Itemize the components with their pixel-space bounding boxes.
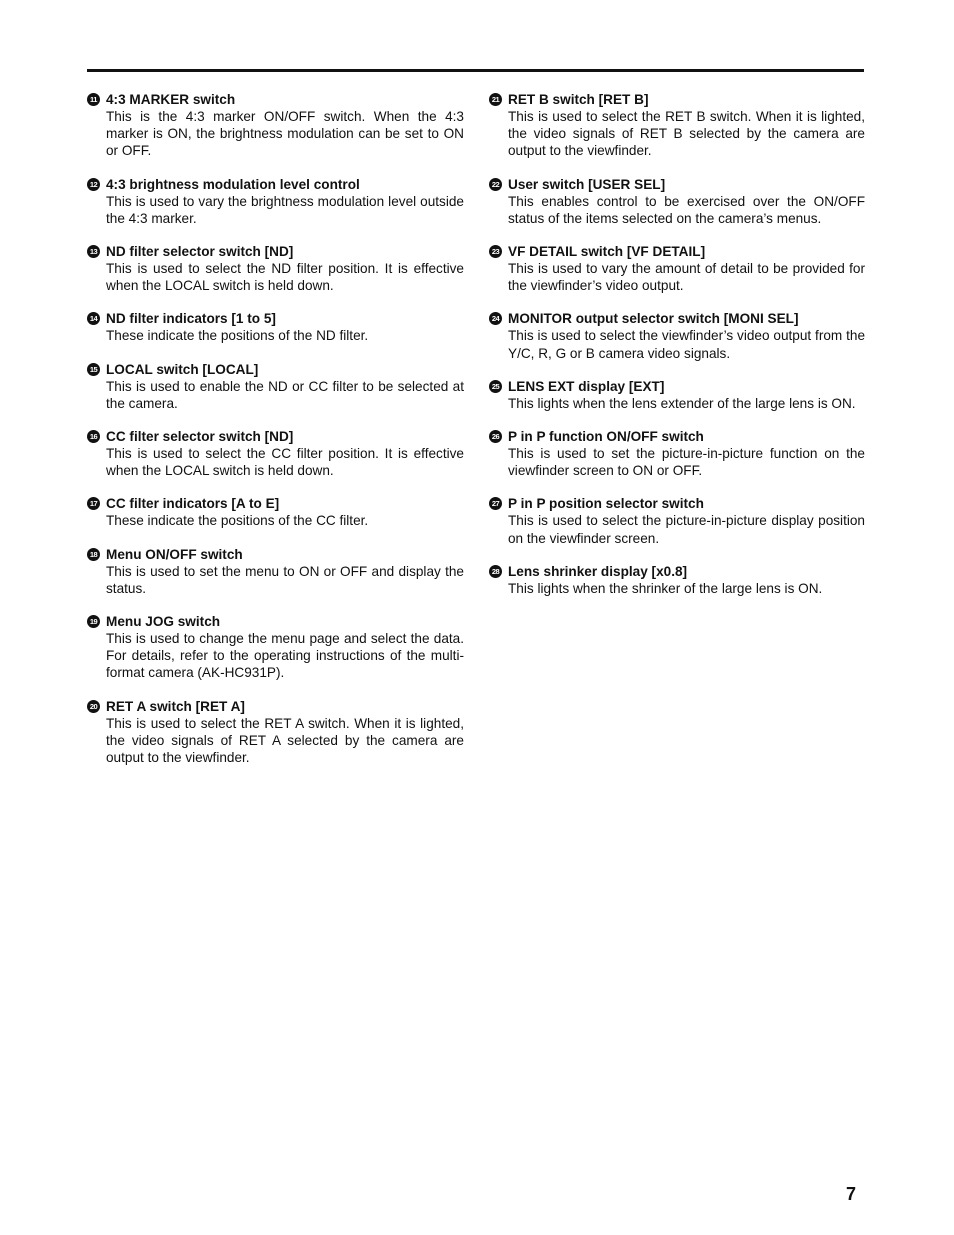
item-description: This is used to select the RET B switch. When it is lighted, the video signals of RET B selected by the camera are output to the viewfinder. [508,109,865,159]
item-title: User switch [USER SEL] [508,176,666,192]
item-heading [489,495,865,512]
item-entry [87,243,464,294]
item-title: RET A switch [RET A] [106,698,245,714]
item-description: This is used to set the menu to ON or OFF and display the status. [106,563,464,596]
item-title: LOCAL switch [LOCAL] [106,361,259,377]
item-number-badge: 25 [489,380,502,393]
item-title: ND filter selector switch [ND] [106,244,294,260]
item-number-badge: 12 [87,178,100,191]
item-heading [489,91,865,108]
item-number-badge: 24 [489,312,502,325]
item-heading [87,613,464,630]
item-entry [489,563,865,597]
item-title: 4:3 brightness modulation level control [106,176,360,192]
item-number-badge: 28 [489,565,502,578]
item-heading [489,243,865,260]
item-title: Menu JOG switch [106,614,221,630]
item-number-badge: 22 [489,178,502,191]
item-entry [489,428,865,479]
item-title: MONITOR output selector switch [MONI SEL] [508,311,799,327]
item-description: This is used to enable the ND or CC filter to be selected at the camera. [106,378,464,411]
item-heading [87,428,464,445]
item-title: P in P function ON/OFF switch [508,429,704,445]
item-entry [489,495,865,546]
item-heading [87,310,464,327]
item-description: This is used to set the picture-in-picture function on the viewfinder screen to ON or OFF. [508,446,865,479]
item-entry [87,361,464,412]
item-number-badge: 19 [87,615,100,628]
item-heading [87,243,464,260]
item-title: P in P position selector switch [508,496,704,512]
item-heading [87,91,464,108]
item-title: 4:3 MARKER switch [106,92,236,107]
item-entry [489,378,865,412]
item-number-badge: 13 [87,245,100,258]
item-title: CC filter selector switch [ND] [106,429,294,445]
item-description: This is used to change the menu page and select the data. For details, refer to the operating instructions of the multi-format camera (AK-HC931P). [106,631,464,681]
item-title: CC filter indicators [A to E] [106,496,280,512]
item-number-badge: 16 [87,430,100,443]
item-entry [87,546,464,597]
item-number-badge: 27 [489,497,502,510]
item-entry [489,176,865,227]
item-heading [489,378,865,395]
item-heading [489,428,865,445]
item-entry [87,176,464,227]
item-heading [87,361,464,378]
page-number: 7 [846,1184,857,1204]
item-title: Lens shrinker display [x0.8] [508,563,688,579]
item-entry [87,495,464,529]
item-number-badge: 23 [489,245,502,258]
item-title: ND filter indicators [1 to 5] [106,311,276,327]
item-title: LENS EXT display [EXT] [508,378,665,394]
item-title: Menu ON/OFF switch [106,546,243,562]
item-entry [87,698,464,767]
item-description: This is used to select the RET A switch. When it is lighted, the video signals of RET A selected by the camera are output to the viewfinder. [106,715,464,766]
item-description: This is used to vary the amount of detail to be provided for the viewfinder’s video output. [508,261,865,294]
item-description: This is used to select the ND filter position. It is effective when the LOCAL switch is held down. [106,261,464,294]
left-column [87,91,464,782]
item-heading [87,495,464,512]
item-entry [87,428,464,479]
item-description: These indicate the positions of the CC filter. [106,513,369,529]
item-heading [87,698,464,715]
item-heading [87,176,464,193]
item-description: This enables control to be exercised over the ON/OFF status of the items selected on the camera’s menus. [508,193,865,226]
item-description: This is used to vary the brightness modulation level outside the 4:3 marker. [106,193,464,226]
item-description: This is the 4:3 marker ON/OFF switch. When the 4:3 marker is ON, the brightness modulation can be set to ON or OFF. [106,109,464,159]
item-heading [489,176,865,193]
item-description: This is used to select the viewfinder’s video output from the Y/C, R, G or B camera video signals. [508,328,865,361]
item-number-badge: 14 [87,312,100,325]
item-heading [87,546,464,563]
item-description: These indicate the positions of the ND filter. [106,328,369,344]
item-entry [87,613,464,682]
item-description: This lights when the shrinker of the large lens is ON. [508,580,823,596]
top-rule [87,69,864,72]
item-entry [87,310,464,344]
item-heading [489,563,865,580]
item-entry [489,91,865,160]
item-entry [489,243,865,294]
item-description: This is used to select the CC filter position. It is effective when the LOCAL switch is held down. [106,446,464,479]
item-number-badge: 15 [87,363,100,376]
item-title: RET B switch [RET B] [508,92,649,107]
item-number-badge: 17 [87,497,100,510]
item-title: VF DETAIL switch [VF DETAIL] [508,244,706,260]
item-number-badge: 18 [87,548,100,561]
item-number-badge: 20 [87,700,100,713]
item-description: This lights when the lens extender of the large lens is ON. [508,395,856,411]
item-description: This is used to select the picture-in-picture display position on the viewfinder screen. [508,513,865,546]
item-number-badge: 11 [87,93,100,106]
item-number-badge: 21 [489,93,502,106]
item-number-badge: 26 [489,430,502,443]
item-heading [489,310,865,327]
item-entry [489,310,865,361]
right-column [489,91,865,613]
item-entry [87,91,464,160]
